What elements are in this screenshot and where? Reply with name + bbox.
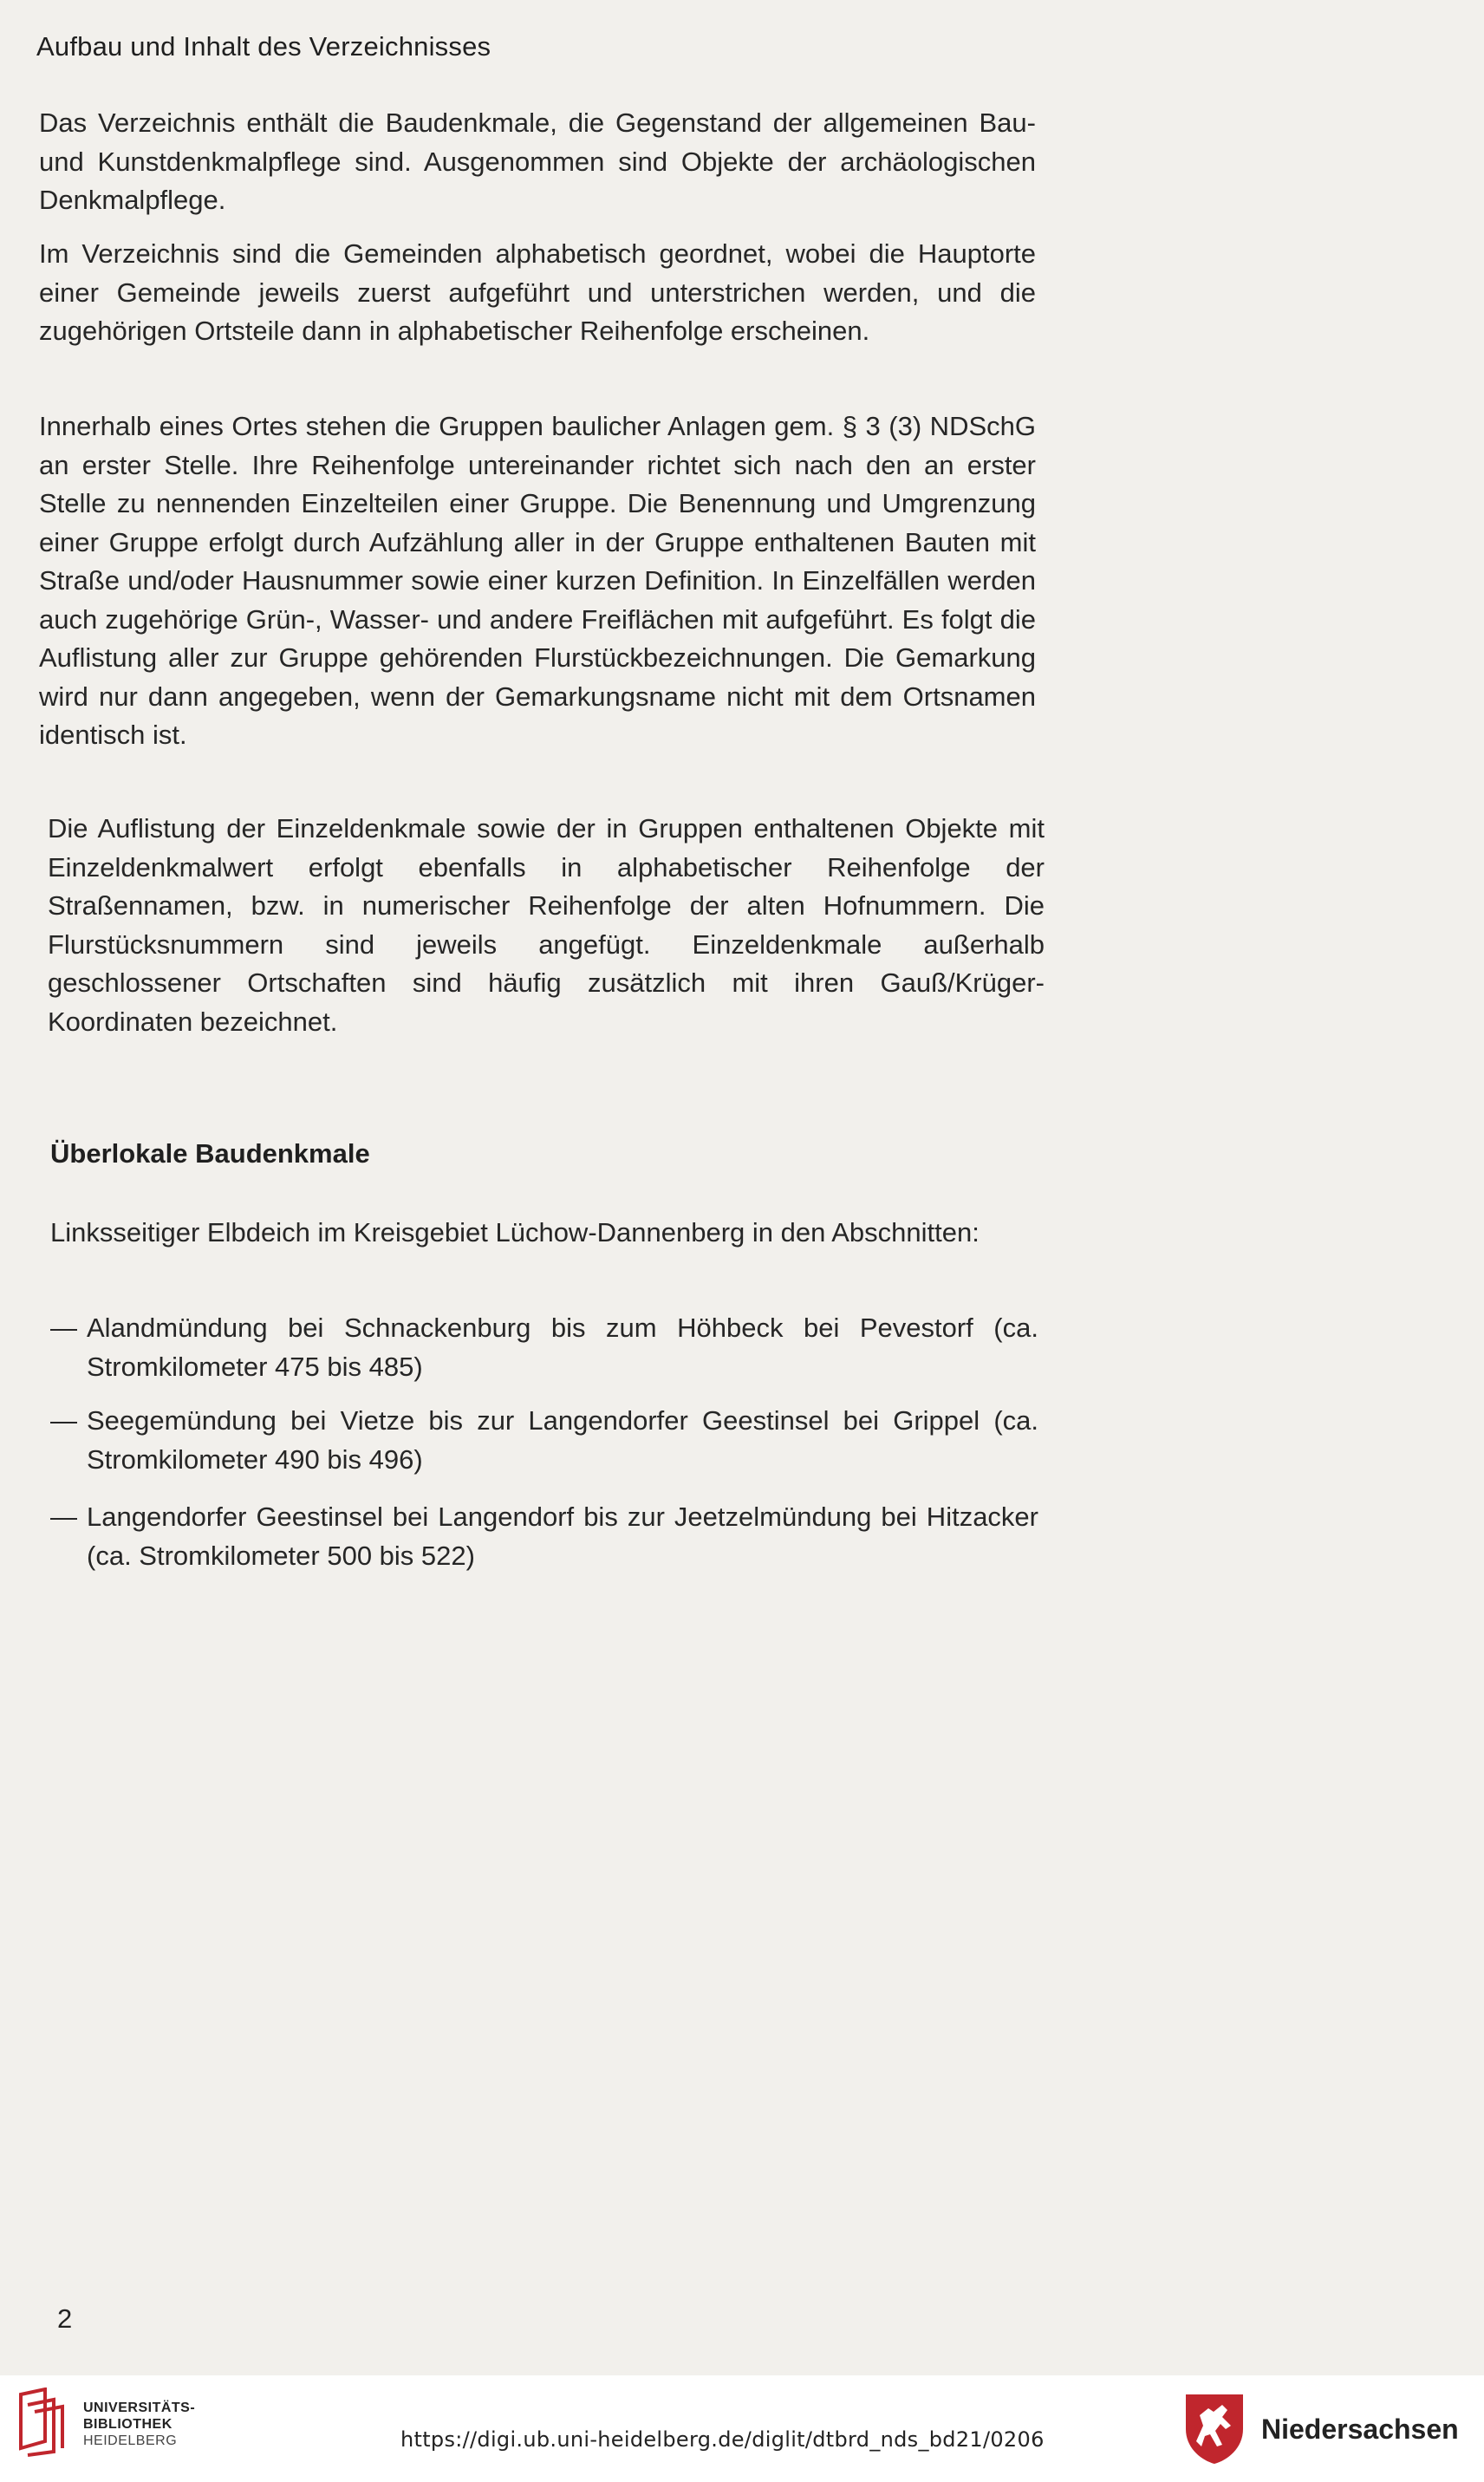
paragraph-2: Im Verzeichnis sind die Gemeinden alphabetisch geordnet, wobei die Hauptorte einer Gemeinde jeweils zuerst aufgeführt und unterstrichen werden, und die zugehörigen Ortsteile dann in alphabetischer Reihenfolge erscheinen. — [39, 238, 1036, 346]
library-name — [83, 2400, 195, 2449]
subsection-intro: Linksseitiger Elbdeich im Kreisgebiet Lüchow-Dannenberg in den Abschnitten: — [50, 1217, 980, 1248]
library-name-line2: BIBLIOTHEK — [83, 2417, 172, 2432]
footer-bar — [0, 2375, 1484, 2482]
library-name-line3: HEIDELBERG — [83, 2433, 178, 2448]
list-item-text: Seegemündung bei Vietze bis zur Langendorfer Geestinsel bei Grippel (ca. Stromkilometer 490 bis 496) — [87, 1405, 1038, 1475]
niedersachsen-horse-icon — [1182, 2391, 1246, 2466]
list-item-text: Alandmündung bei Schnackenburg bis zum Höhbeck bei Pevestorf (ca. Stromkilometer 475 bis 485) — [87, 1313, 1038, 1382]
dash-marker: — — [50, 1502, 77, 1532]
paragraph-4: Die Auflistung der Einzeldenkmale sowie der in Gruppen enthaltenen Objekte mit Einzeldenkmalwert erfolgt ebenfalls in alphabetischer Reihenfolge der Straßennamen, bzw. in numerischer Reihenfolge der alten Hofnummern. Die Flurstücksnummern sind jeweils angefügt. Einzeldenkmale außerhalb geschlossener Ortschaften sind häufig zusätzlich mit ihren Gauß/Krüger-Koordinaten bezeichnet. — [48, 813, 1045, 1037]
library-name-line1: UNIVERSITÄTS- — [83, 2401, 196, 2415]
section-heading: Aufbau und Inhalt des Verzeichnisses — [36, 31, 491, 62]
state-name: Niedersachsen — [1261, 2414, 1459, 2445]
list-item-text: Langendorfer Geestinsel bei Langendorf bis zur Jeetzelmündung bei Hitzacker (ca. Stromkilometer 500 bis 522) — [87, 1502, 1038, 1571]
dash-marker: — — [50, 1405, 77, 1436]
subsection-heading: Überlokale Baudenkmale — [50, 1138, 370, 1169]
dash-marker: — — [50, 1313, 77, 1343]
permalink-url[interactable]: https://digi.ub.uni-heidelberg.de/diglit/dtbrd_nds_bd21/0206 — [400, 2427, 1045, 2452]
ub-heidelberg-logo-icon — [16, 2388, 68, 2457]
paragraph-3: Innerhalb eines Ortes stehen die Gruppen baulicher Anlagen gem. § 3 (3) NDSchG an erster Stelle. Ihre Reihenfolge untereinander richtet sich nach den an erster Stelle zu nennenden Einzelteilen einer Gruppe. Die Benennung und Umgrenzung einer Gruppe erfolgt durch Aufzählung aller in der Gruppe enthaltenen Bauten mit Straße und/oder Hausnummer sowie einer kurzen Definition. In Einzelfällen werden auch zugehörige Grün-, Wasser- und andere Freiflächen mit aufgeführt. Es folgt die Auflistung aller zur Gruppe gehörenden Flurstückbezeichnungen. Die Gemarkung wird nur dann angegeben, wenn der Gemarkungsname nicht mit dem Ortsnamen identisch ist. — [39, 411, 1036, 750]
page-number: 2 — [57, 2303, 73, 2334]
paragraph-1: Das Verzeichnis enthält die Baudenkmale, die Gegenstand der allgemeinen Bau- und Kunstdenkmalpflege sind. Ausgenommen sind Objekte der archäologischen Denkmalpflege. — [39, 107, 1036, 215]
